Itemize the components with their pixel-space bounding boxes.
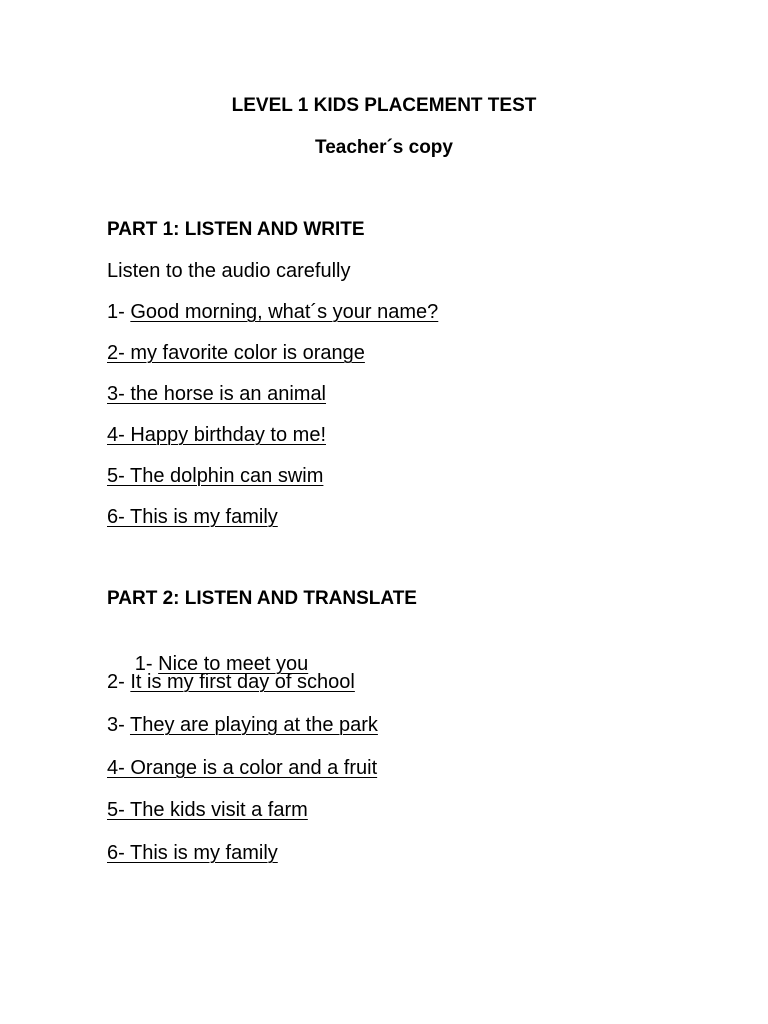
item-prefix: 3-: [107, 714, 130, 736]
item-answer: 4- Happy birthday to me!: [107, 424, 326, 446]
item-answer: Nice to meet you: [158, 653, 309, 675]
item-answer: 3- the horse is an animal: [107, 383, 327, 405]
part2-item-6: [107, 841, 278, 865]
item-prefix: 1-: [107, 301, 131, 323]
item-answer: They are playing at the park: [129, 714, 378, 736]
document-subtitle: Teacher´s copy: [315, 137, 453, 158]
part1-item-5: [107, 464, 323, 488]
item-prefix: 1-: [129, 653, 159, 675]
part2-item-5: [107, 798, 308, 822]
part2-heading: PART 2: LISTEN AND TRANSLATE: [107, 588, 417, 609]
item-answer: 2- my favorite color is orange: [107, 342, 365, 364]
part1-item-6: [107, 505, 278, 529]
part1-instruction: Listen to the audio carefully: [107, 260, 351, 282]
part2-item-3: [107, 713, 378, 737]
item-answer: 6- This is my family: [107, 506, 278, 528]
item-answer: 5- The kids visit a farm: [107, 799, 308, 821]
part1-heading: PART 1: LISTEN AND WRITE: [107, 219, 365, 240]
item-answer: 4- Orange is a color and a fruit: [107, 757, 378, 779]
item-answer: It is my first day of school: [130, 671, 355, 693]
document-title: LEVEL 1 KIDS PLACEMENT TEST: [231, 95, 537, 116]
part1-item-2: [107, 341, 365, 365]
item-answer: 5- The dolphin can swim: [107, 465, 324, 487]
part1-item-4: [107, 423, 326, 447]
item-answer: Good morning, what´s your name?: [130, 301, 439, 323]
part1-item-3: [107, 382, 326, 406]
item-answer: 6- This is my family: [107, 842, 278, 864]
part2-item-4: [107, 756, 377, 780]
part2-item-2: [107, 670, 355, 694]
item-prefix: 2-: [107, 671, 131, 693]
part1-item-1: [107, 300, 438, 324]
